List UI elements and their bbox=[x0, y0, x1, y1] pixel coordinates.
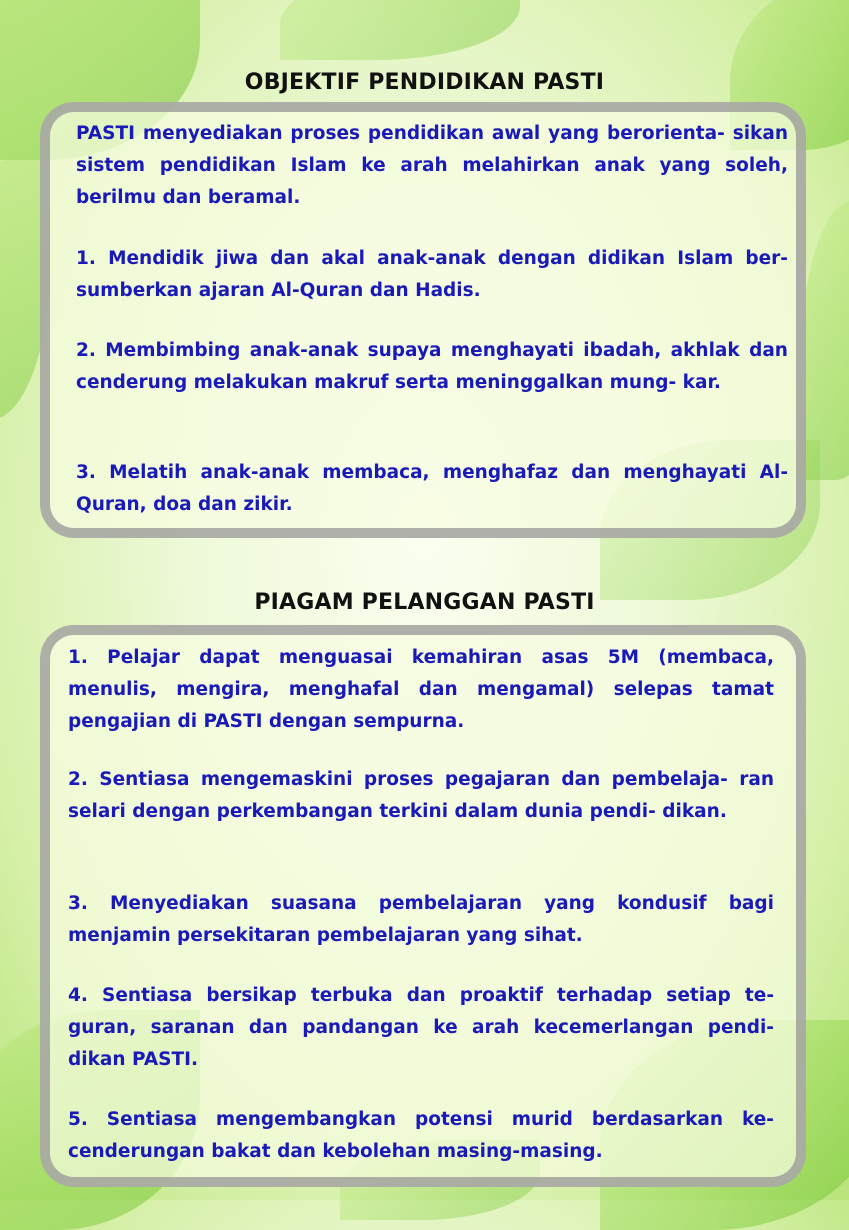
objektif-item-2: 2. Membimbing anak-anak supaya menghayati ibadah, akhlak dan cenderung melakukan makruf serta meninggalkan mung- kar. bbox=[76, 340, 788, 393]
piagam-item-4: 4. Sentiasa bersikap terbuka dan proaktif terhadap setiap te- guran, saranan dan pandangan ke arah kecemerlangan pendi- dikan PASTI. bbox=[68, 985, 774, 1070]
piagam-item-2: 2. Sentiasa mengemaskini proses pegajaran dan pembelaja- ran selari dengan perkembangan terkini dalam dunia pendi- dikan. bbox=[68, 769, 774, 822]
objektif-item-3: 3. Melatih anak-anak membaca, menghafaz dan menghayati Al-Quran, doa dan zikir. bbox=[76, 462, 788, 515]
piagam-title: PIAGAM PELANGGAN PASTI bbox=[254, 590, 595, 615]
objektif-item-1: 1. Mendidik jiwa dan akal anak-anak dengan didikan Islam ber- sumberkan ajaran Al-Quran dan Hadis. bbox=[76, 248, 788, 301]
objektif-intro: PASTI menyediakan proses pendidikan awal yang berorienta- sikan sistem pendidikan Islam ke arah melahirkan anak yang soleh, berilmu dan beramal. bbox=[76, 123, 788, 208]
leaf-decoration bbox=[280, 0, 520, 60]
leaf-decoration bbox=[800, 200, 849, 480]
piagam-item-3: 3. Menyediakan suasana pembelajaran yang kondusif bagi menjamin persekitaran pembelajaran yang sihat. bbox=[68, 893, 774, 946]
piagam-item-5: 5. Sentiasa mengembangkan potensi murid berdasarkan ke- cenderungan bakat dan kebolehan masing-masing. bbox=[68, 1109, 774, 1162]
piagam-item-1: 1. Pelajar dapat menguasai kemahiran asas 5M (membaca, menulis, mengira, menghafal dan mengamal) selepas tamat pengajian di PASTI dengan sempurna. bbox=[68, 647, 774, 732]
objektif-title: OBJEKTIF PENDIDIKAN PASTI bbox=[244, 70, 605, 95]
